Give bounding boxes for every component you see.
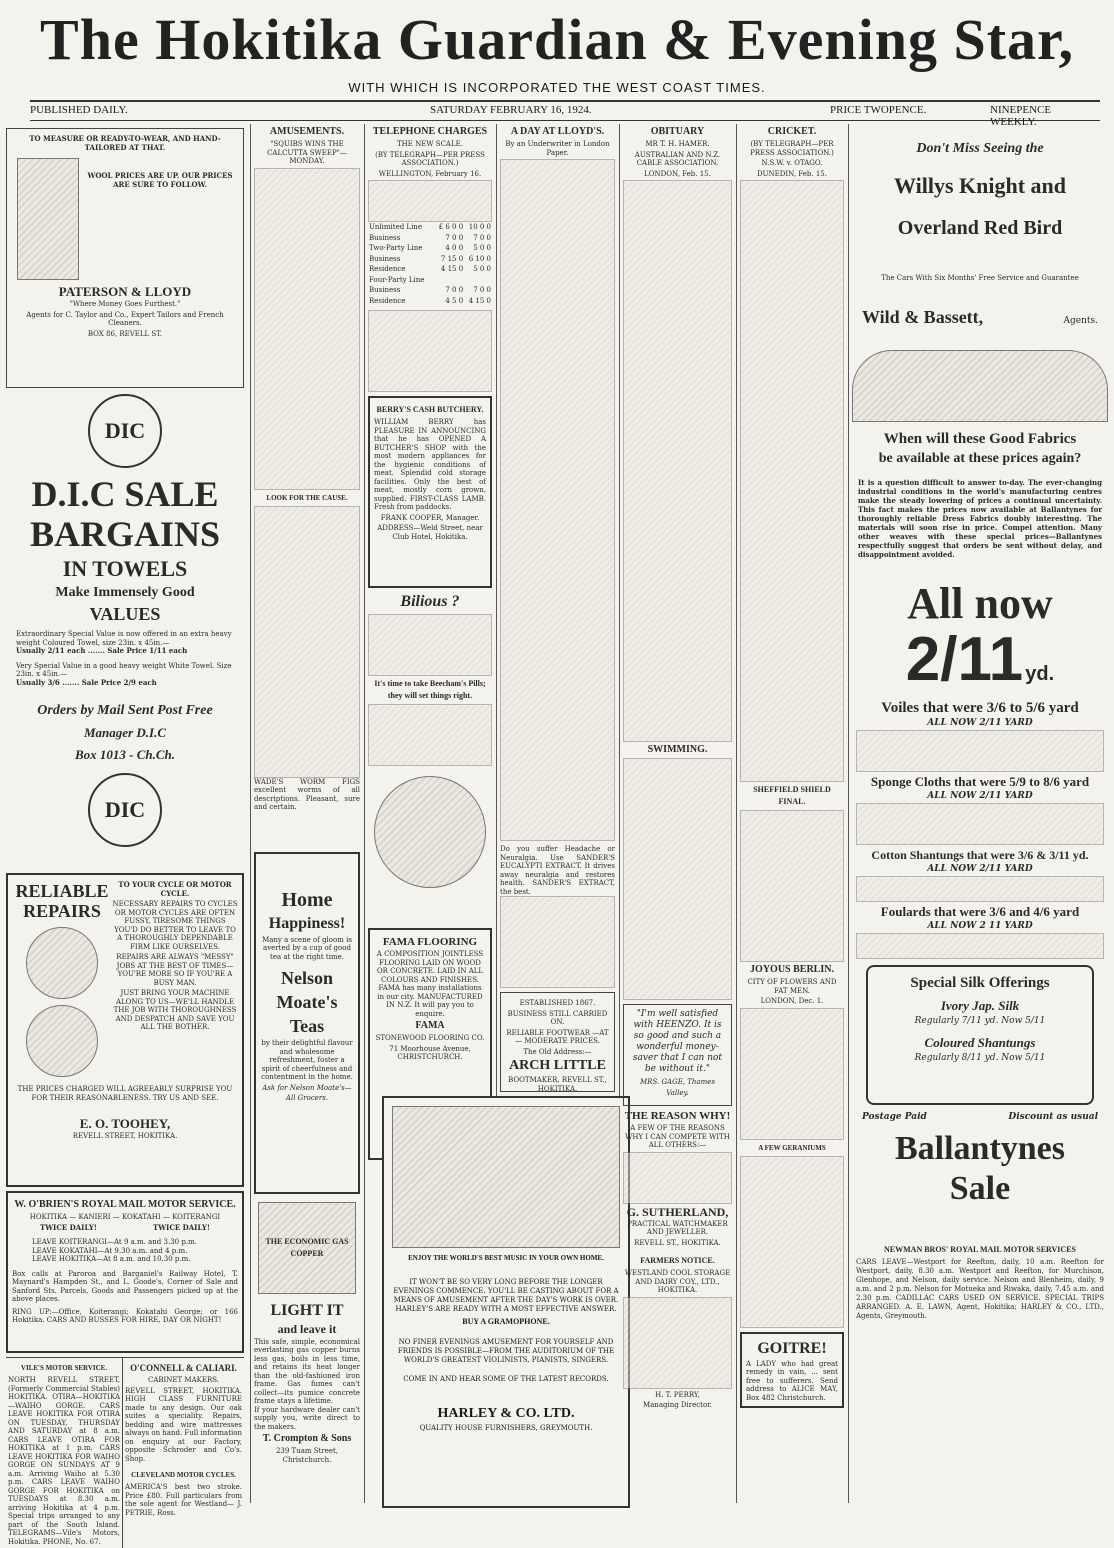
ad-text: A LADY who had great remedy in vain, ... sent free to sufferers. Send address to ALICE MAY, Box 482 Christchurch. [746,1359,838,1402]
dic-logo: DIC [88,394,162,468]
article-text-block [623,1152,732,1204]
ballantynes-name: Ballantynes [894,1130,1066,1167]
voiles-price: ALL NOW 2/11 YARD [927,718,1033,728]
ad-text: TO YOUR CYCLE OR MOTOR CYCLE. [118,880,232,898]
sanders-ad: Do you suffer Headache or Neuralgia. Use SANDER'S EUCALYPTI EXTRACT. It drives away neuralgia and restores health. SANDER'S EXTRACT, the best. [500,845,615,896]
article-text-block [368,614,492,676]
wire-credit: (BY TELEGRAPH—PER PRESS ASSOCIATION.) [750,140,834,157]
ad-text: NO FINER EVENINGS AMUSEMENT FOR YOURSELF AND FRIENDS IS POSSIBLE—FROM THE AUDITORIUM OF THE WORLD'S GREATEST VIOLINISTS, PIANISTS, SINGERS. [397,1338,615,1364]
ad-text: STONEWOOD FLOORING CO. [375,1034,485,1042]
coloured-shantungs-heading: Coloured Shantungs [924,1035,1036,1050]
obituary-heading: OBITUARY [650,126,705,137]
moates-heading: Moate's [276,992,338,1012]
twice-daily [12,1224,238,1233]
joyous-sub: CITY OF FLOWERS AND FAT MEN. [747,978,837,995]
copper-label: THE ECONOMIC GAS COPPER [265,1236,349,1258]
table-cell: Residence [369,296,406,305]
obrien-motor-ad [6,1191,244,1353]
column-2 [254,124,360,1503]
article-text-block [856,933,1104,959]
repairs-heading: RELIABLE REPAIRS [15,881,109,921]
dic-sale-heading: D.I.C SALE [31,474,219,514]
heenzo-ad [623,1004,732,1106]
wire-credit: (BY TELEGRAPH—PER PRESS ASSOCIATION.) [375,150,485,167]
published-daily: PUBLISHED DAILY. [30,104,128,116]
ad-text: RELIABLE FOOTWEAR —AT— MODERATE PRICES. [506,1028,609,1045]
berry-butchery-ad [368,396,492,588]
ornament-illustration [852,350,1108,422]
ad-text: LEAVE KOITERANGI—At 9 a.m. and 3.30 p.m. [32,1238,197,1246]
repairs-right [112,879,238,1083]
swimming-heading: SWIMMING. [647,744,708,755]
column-1 [6,124,244,1546]
column-rule [736,124,737,1503]
nelson-moate-ad [254,852,360,1194]
repairs-left [12,879,112,1083]
article-text-block [856,803,1104,845]
foulard-heading: Foulards that were 3/6 and 4/6 yard [880,904,1080,919]
table-cell: 7 0 0 [445,286,464,294]
article-text-block [740,810,844,962]
ad-text: BOX 86, REVELL ST. [87,329,163,338]
telephone-sub: THE NEW SCALE. [397,140,463,148]
oconnell-ad [123,1358,244,1548]
sponge-price: ALL NOW 2/11 YARD [927,791,1033,801]
leave-it-heading: and leave it [277,1321,337,1336]
column-rule [250,124,251,1503]
table-row [368,275,492,286]
ad-text: NORTH REVELL STREET, (Formerly Commercial Stables) HOKITIKA. OTIRA—HOKITIKA—WAIHO GORGE. CARS LEAVE HOKITIKA FOR OTIRA ON TUESDAY, THURSDAY AND SATURDAY at 8 a.m. CARS LEAVE OTIRA FOR HOKITIKA at 1 p.m. CARS LEAVE HOKITIKA FOR WAIHO GORGE ON SUNDAYS AT 9 a.m. Arriving Waiho at 5.30 p.m. CARS LEAVE WAIHO GORGE FOR HOKITIKA on TUESDAYS at 8.30 a.m. arriving Hokitika at 4 p.m. Special trips arranged to any part of the South Island. TELEGRAMS—Vile's Motors, Hokitika. PHONE, No. 67. [8,1376,120,1546]
ad-text: H. T. PERRY, [655,1390,700,1399]
ad-text: TO MEASURE OR READY-TO-WEAR, AND HAND-TAILORED AT THAT. [29,134,221,152]
dic-towels: IN TOWELS [62,556,188,581]
cotton-heading: Cotton Shantungs that were 3/6 & 3/11 yd. [871,848,1089,862]
article-text-block [740,1008,844,1140]
ad-text: Agents for C. Taylor and Co., Expert Tailors and French Cleaners. [26,310,224,327]
vile-heading: VILE'S MOTOR SERVICE. [20,1364,108,1372]
table-row [368,233,492,244]
newspaper-title: The Hokitika Guardian & Evening Star, [40,7,1074,72]
sutherland-name: G. SUTHERLAND, [626,1204,729,1219]
ad-text: Managing Director. [642,1401,713,1409]
wades-ad: WADE'S WORM FIGS excellent worms of all descriptions. Pleasant, sure and certain. [254,777,360,811]
toohey-repairs-ad [6,873,244,1187]
article-heading: LOOK FOR THE CAUSE. [266,493,348,502]
foulard-price: ALL NOW 2 11 YARD [927,921,1033,931]
willys-line-1: Don't Miss Seeing the [916,141,1044,156]
ad-text: 239 Tuam Street, Christchurch. [275,1447,339,1464]
shantungs-price: Regularly 8/11 yd. Now 5/11 [914,1053,1046,1063]
ad-text: WESTLAND COOL STORAGE AND DAIRY COY., LTD., HOKITIKA. [624,1269,731,1294]
article-text-block [500,896,615,988]
table-cell: 7 0 0 [473,286,491,294]
all-now-heading: All now [907,579,1053,628]
gas-copper-illustration [258,1202,356,1294]
price-unit: yd. [1025,663,1055,685]
column-rule [848,124,849,1503]
ad-text: WOOL PRICES ARE UP. OUR PRICES ARE SURE TO FOLLOW. [87,171,233,189]
ad-text: All Grocers. [285,1094,329,1102]
dateline-london: LONDON, Dec. 1. [760,997,824,1005]
table-cell: Two-Party Line [369,244,423,252]
offer-text: Very Special Value in a good heavy weight White Towel. Size 23in. x 45in.— [16,661,232,678]
oconnell-heading: O'CONNELL & CALIARI. [130,1363,237,1373]
table-row [368,285,492,296]
price-big: 2/11 [905,625,1024,694]
arch-little-ad [500,992,615,1092]
table-row [368,222,492,233]
harley-gramophone-ad [382,1096,630,1508]
ad-text: NECESSARY REPAIRS TO CYCLES OR MOTOR CYCLES ARE OFTEN FUSSY, TIRESOME THINGS YOU'D DO BETTER TO LEAVE TO A THOROUGHLY DEPENDABLE FIRM LIKE OURSELVES. [112,900,238,951]
dic-logo-2: DIC [88,773,162,847]
table-cell: 7 15 0 [440,254,464,263]
willys-line-2: Willys Knight and [894,173,1066,198]
ad-text: The Old Address:— [523,1047,592,1056]
ad-text: "I'm well satisfied with HEENZO. It is so good and such a wonderful money-saver that I can not be without it." [632,1009,723,1074]
timetable [32,1238,218,1264]
offer-text: Extraordinary Special Value is now offered in an extra heavy weight Coloured Towel, size 23in. x 45in.— [16,630,232,647]
table-cell: 5 0 0 [473,244,491,252]
gramophone-caption: ENJOY THE WORLD'S BEST MUSIC IN YOUR OWN HOME. [408,1254,604,1262]
table-row [368,254,492,265]
telephone-table [368,222,492,306]
ad-text: REVELL STREET, HOKITIKA. [72,1132,178,1140]
ad-text: REVELL STREET, HOKITIKA. HIGH CLASS FURNITURE made to any design. Our oak suites a speciality. Repairs, bedding and wire mattresses always on hand. Full information on enquiry at our Factory, opposite Schroder and Co's. Shop. [125,1386,242,1463]
ad-text: IT WON'T BE SO VERY LONG BEFORE THE LONGER EVENINGS COMMENCE. YOU'LL BE CASTING ABOUT FOR A MEANS OF AMUSEMENT AFTER THE DAY'S WORK IS OVER. HARLEY'S ARE READY WITH A MOST EFFECTIVE ANSWER. [393,1278,619,1313]
cricket-heading: CRICKET. [767,126,817,137]
goitre-heading: GOITRE! [757,1339,827,1357]
ad-text: FRANK COOPER, Manager. [380,513,480,522]
article-text-block [740,1156,844,1328]
postage-paid: Postage Paid [862,1112,927,1122]
ad-text: BUY A GRAMOPHONE. [462,1317,550,1326]
ad-text: WILLIAM BERRY has PLEASURE IN ANNOUNCING that he has OPENED A BUTCHER'S SHOP with the most modern appliances for the hygienic conditions of meat. Splendid cold storage facilities. Only the best of meat, mostly corn grown, supplied. FIRST-CLASS LAMB. Fresh from paddocks. [374,418,486,511]
ad-text: PRACTICAL WATCHMAKER AND JEWELLER. [627,1219,728,1236]
ad-text: Box calls at Paroroa and Barganiel's Railway Hotel, T. Maynard's Hampden St., and L. Goode's, Corner of Sale and Sanford Sts. Parcels, Goods and Passengers picked up at the above places. [12,1269,238,1303]
ad-text: by their delightful flavour and wholesome refreshment, foster a spirit of cheerfulness and contentment in the home. [261,1039,353,1081]
obituary-sub: MR T. H. HAMER. [645,140,710,148]
farmers-heading: FARMERS NOTICE. [640,1256,715,1265]
dic-offer-1 [16,630,234,656]
lloyds-heading: A DAY AT LLOYD'S. [510,126,605,137]
berry-heading: BERRY'S CASH BUTCHERY. [376,405,484,414]
ad-text: RING UP:—Office, Koiterangi; Kokatahi George; or 166 Hokitika. CARS AND BUSSES FOR HIRE, DAY OR NIGHT! [12,1307,238,1324]
table-cell: 10 0 0 [468,223,491,231]
dic-values: VALUES [89,604,161,624]
table-cell: Business [369,254,401,263]
article-text-block [623,180,732,742]
suit-illustration [17,158,79,280]
article-text-block [623,1297,732,1389]
fama-name: FAMA [415,1020,445,1031]
table-cell: Unlimited Line [369,223,422,231]
article-text-block [623,758,732,1000]
fabrics-question-2: be available at these prices again? [878,451,1082,466]
article-text-block [368,310,492,392]
willys-line-3: Overland Red Bird [897,217,1063,239]
table-row [368,296,492,307]
table-cell: 6 10 0 [468,254,491,263]
ad-text: If your hardware dealer can't supply you, write direct to the makers. [254,1405,360,1431]
obrien-heading: W. O'BRIEN'S ROYAL MAIL MOTOR SERVICE. [14,1199,236,1210]
tyre-illustration-2 [26,1005,98,1077]
column-rule [364,124,365,1503]
ad-text: CABINET MAKERS. [147,1376,220,1384]
ad-text: A FEW OF THE REASONS WHY I CAN COMPETE WITH ALL OTHERS:— [625,1124,730,1149]
cricket-sub: N.S.W. v. OTAGO. [761,159,823,167]
goitre-ad [740,1332,844,1409]
table-cell: 4 15 0 [440,265,464,273]
dic-manager: Manager D.I.C [84,725,166,740]
article-text-block [856,730,1104,772]
masthead [0,0,1114,128]
dateline-dunedin: DUNEDIN, Feb. 15. [757,169,827,178]
vile-ad [6,1358,123,1548]
postage-row [862,1113,1098,1122]
joyous-berlin-heading: JOYOUS BERLIN. [750,964,834,975]
table-row [368,264,492,275]
ad-text: CARS LEAVE—Westport for Reefton, daily, 10 a.m. Reefton for Westport, daily, 8.30 a.m. Westport and Reefton, for Murchison, Glenhope, and Nelson, daily service. Nelson and Blenheim, daily, 9 a.m. and 2 p.m. Nelson for Motueka and Riwaka, daily, 7.45 a.m. and 2.30 p.m. CADILLAC CARS USED ON SERVICE. SPECIAL TRIPS ARRANGED. A. E. LAWN, Agent, Hokitika; HARLEY & CO., LTD., Agents, Greymouth. [856,1258,1104,1320]
dic-make: Make Immensely Good [55,585,195,600]
amusements-sub: "SQUIBS WINS THE CALCUTTA SWEEP"—MONDAY. [267,140,347,165]
arch-little-name: ARCH LITTLE [509,1058,606,1073]
table-cell: 7 0 0 [473,233,491,242]
table-cell [464,275,492,286]
offer-price: Usually 2/11 each ....... Sale Price 1/11 each [16,646,188,655]
happiness-heading: Happiness! [268,914,346,932]
tyre-illustration [26,927,98,999]
table-cell: 5 0 0 [473,265,491,273]
article-text-block [368,704,492,766]
home-heading: Home [281,888,333,911]
dateline-wellington: WELLINGTON, February 16. [378,169,482,178]
ad-text: ADDRESS—Weld Street, near Club Hotel, Hokitika. [377,524,483,541]
dic-mail: Orders by Mail Sent Post Free [37,703,213,718]
harley-name: HARLEY & CO. LTD. [437,1406,575,1421]
issue-date: SATURDAY FEBRUARY 16, 1924. [430,104,592,116]
ad-text: It is a question difficult to answer to-day. The ever-changing industrial conditions in the world's manufacturing centres make the steady lowering of prices a continual uncertainty. This fact makes the prices now available at Ballantynes for thoroughly reliable Dress Fabrics doubly interesting. The materials will soon rise in price. Compel attention. Many other weaves with these special prices—Ballantynes respectfully suggest that orders be sent without delay, and disappointment avoided. [858,478,1102,559]
geranium-heading: A FEW GERANIUMS [758,1143,826,1152]
light-it-heading: LIGHT IT [270,1301,344,1319]
ad-text: LEAVE HOKITIKA—At 8 a.m. and 10.30 p.m. [32,1255,191,1263]
ad-text: "Where Money Goes Furthest." [69,300,181,308]
ad-text: TWICE DAILY! [39,1222,97,1232]
cotton-price: ALL NOW 2/11 YARD [927,864,1033,874]
dateline [30,100,1100,128]
ad-text: Ask for Nelson Moate's— [262,1083,352,1092]
lloyds-sub: By an Underwriter in London Paper. [505,140,610,157]
table-cell: Business [369,286,401,294]
toohey-name: E. O. TOOHEY, [79,1116,171,1131]
ad-text: QUALITY HOUSE FURNISHERS, GREYMOUTH. [419,1424,593,1432]
ad-text: Many a scene of gloom is averted by a cup of good tea at the right time. [262,935,352,961]
bottom-ads [6,1357,244,1548]
dic-offer-2 [16,662,234,688]
gramophone-illustration [392,1106,620,1248]
table-cell: Residence [369,265,406,273]
paterson-lloyd-name: PATERSON & LLOYD [58,284,192,299]
weekly-price: NINEPENCE WEEKLY. [990,104,1052,128]
table-cell: 4 15 0 [468,296,491,305]
telephone-heading: TELEPHONE CHARGES [372,126,488,137]
ad-text: MRS. GAGE, Thames Valley. [640,1078,715,1097]
sponge-heading: Sponge Cloths that were 5/9 to 8/6 yard [870,774,1090,789]
wire-credit: AUSTRALIAN AND N.Z. CABLE ASSOCIATION. [634,150,721,167]
ad-text: A COMPOSITION JOINTLESS FLOORING LAID ON WOOD OR CONCRETE. LAID IN ALL COLOURS AND FINISHES. FAMA has many installations in our city. MANUFACTURED IN N.Z. It will pay you to enquire. [376,950,484,1018]
dateline-london: LONDON, Feb. 15. [644,169,711,178]
ad-text: REVELL ST., HOKITIKA. [634,1238,721,1247]
column-7 [852,124,1108,1503]
ad-text: AMERICA'S best two stroke. Price £80. Full particulars from the sole agent for Westland— J. PETRIE, Ross. [125,1483,242,1517]
dic-box: Box 1013 - Ch.Ch. [74,747,176,762]
ad-text: COME IN AND HEAR SOME OF THE LATEST RECORDS. [403,1375,609,1383]
bilious-heading: Bilious ? [400,593,460,610]
paterson-lloyd-ad [6,128,244,388]
column-5 [623,124,732,1503]
table-row [368,243,492,254]
ad-text: REPAIRS ARE ALWAYS "MESSY" JOBS AT THE BEST OF TIMES—YOU'RE MORE SO IF YOU'RE A BUSY MAN. [116,953,234,987]
ad-text: HOKITIKA — KANIERI — KOKATAHI — KOITERANGI [29,1213,221,1221]
table-cell: Business [369,233,401,242]
reason-heading: THE REASON WHY! [624,1110,731,1122]
ad-text: JUST BRING YOUR MACHINE ALONG TO US—WE'LL HANDLE THE JOB WITH THOROUGHNESS AND DESPATCH AND SAVE YOU ALL THE BOTHER. [113,989,237,1031]
table-cell: 4 0 0 [445,244,464,252]
table-cell: £ 6 0 0 [438,223,464,231]
ad-text: THE PRICES CHARGED WILL AGREEABLY SURPRISE YOU FOR THEIR REASONABLENESS. TRY US AND SEE. [17,1085,233,1102]
article-text-block [254,506,360,778]
ad-text: This safe, simple, economical everlasting gas copper burns less gas, boils in less time, and retains its heat longer than the old-fashioned iron frame. Gas fumes can't collect—its pumice concrete frame stays a lifetime. [254,1337,360,1405]
newman-heading: NEWMAN BROS' ROYAL MAIL MOTOR SERVICES [884,1245,1076,1254]
price: PRICE TWOPENCE. [830,104,927,116]
offer-price: Usually 3/6 ....... Sale Price 2/9 each [16,677,157,687]
fabrics-question: When will these Good Fabrics [883,431,1077,447]
ad-text: BOOTMAKER, REVELL ST., HOKITIKA. [508,1076,607,1093]
nelson-heading: Nelson [280,968,333,988]
dic-bargains: BARGAINS [29,514,221,554]
wild-bassett-name: Wild & Bassett, [862,307,984,327]
table-cell [434,275,464,286]
fama-heading: FAMA FLOORING [382,936,478,948]
ad-text: BUSINESS STILL CARRIED ON. [507,1009,608,1026]
article-text-block [856,876,1104,902]
article-text-block [254,168,360,490]
ivory-price: Regularly 7/11 yd. Now 5/11 [914,1016,1046,1026]
silk-heading: Special Silk Offerings [910,975,1050,991]
table-cell: 4 5 0 [445,296,464,305]
ad-text: Agents. [1063,316,1098,326]
discount-usual: Discount as usual [1008,1112,1098,1122]
ad-text: LEAVE KOKATAHI—At 9.30 a.m. and 4 p.m. [32,1246,188,1255]
newspaper-subtitle: WITH WHICH IS INCORPORATED THE WEST COAST TIMES. [348,80,766,95]
price-display [852,627,1108,693]
voiles-heading: Voiles that were 3/6 to 5/6 yard [881,700,1079,716]
article-text-block [500,159,615,841]
table-cell: Four-Party Line [369,275,425,284]
ivory-heading: Ivory Jap. Silk [940,998,1020,1013]
ad-text: TWICE DAILY! [152,1222,210,1232]
crompton-name: T. Crompton & Sons [262,1433,352,1444]
silk-offerings-box [866,965,1094,1105]
article-text-block [740,180,844,782]
amusements-heading: AMUSEMENTS. [269,126,345,137]
ad-text: The Cars With Six Months' Free Service and Guarantee [881,274,1079,282]
beecham-text: It's time to take Beecham's Pills; they will set things right. [374,679,486,700]
cleveland-heading: CLEVELAND MOTOR CYCLES. [131,1471,236,1479]
ad-text: 71 Moorhouse Avenue, CHRISTCHURCH. [389,1044,471,1061]
ad-text: ESTABLISHED 1867. [519,999,596,1007]
teas-heading: Teas [289,1016,325,1036]
column-6 [740,124,844,1503]
article-text-block [368,180,492,222]
sheffield-heading: SHEFFIELD SHIELD FINAL. [753,785,831,806]
sale-heading: Sale [949,1170,1011,1207]
table-cell: 7 0 0 [445,233,464,242]
wild-bassett [862,309,1098,326]
beecham-clock-illustration [374,776,486,888]
